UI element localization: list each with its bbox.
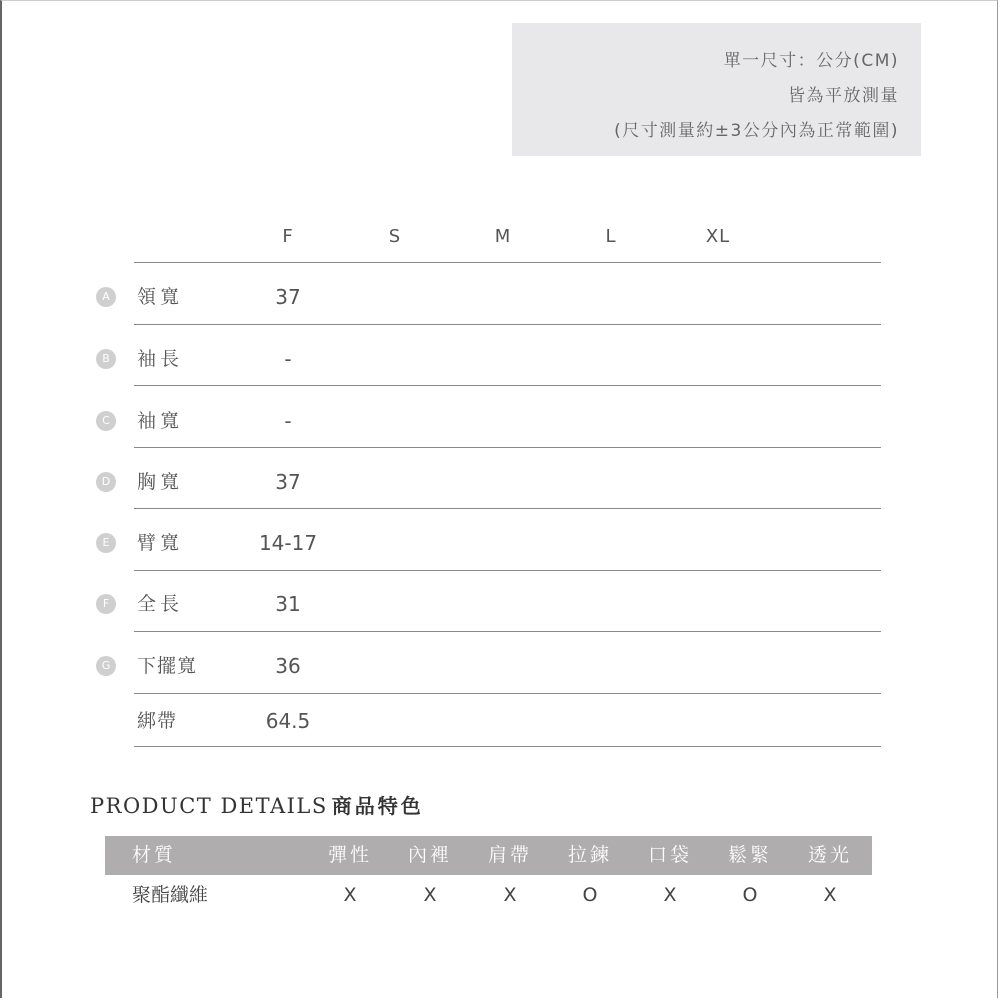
row-label: 袖長 xyxy=(137,348,184,370)
table-rule xyxy=(134,262,881,263)
row-label: 臂寬 xyxy=(137,532,184,554)
table-rule xyxy=(134,631,881,632)
row-value-f: 31 xyxy=(275,592,301,616)
details-heading-zh: 商品特色 xyxy=(331,794,424,818)
table-row xyxy=(0,707,1000,737)
note-line-tolerance: (尺寸測量約±3公分內為正常範圍) xyxy=(614,121,899,141)
details-heading xyxy=(90,790,424,819)
row-label: 下擺寬 xyxy=(137,655,198,677)
row-badge: E xyxy=(96,533,116,553)
feature-header-sheerness: 透光 xyxy=(807,844,852,866)
table-rule xyxy=(134,570,881,571)
row-value-f: - xyxy=(284,409,292,433)
feature-header-zipper: 拉鍊 xyxy=(567,844,612,866)
feature-value-lining: X xyxy=(423,884,437,906)
feature-header-material: 材質 xyxy=(132,844,177,866)
size-col-f: F xyxy=(282,226,294,247)
table-rule xyxy=(134,746,881,747)
size-col-m: M xyxy=(494,226,512,247)
measurement-note xyxy=(512,23,921,156)
row-badge: F xyxy=(96,594,116,614)
table-row xyxy=(0,468,1000,498)
table-row xyxy=(0,407,1000,437)
table-rule xyxy=(134,508,881,509)
note-line-unit: 單一尺寸：公分(CM) xyxy=(723,51,899,71)
row-badge: D xyxy=(96,472,116,492)
table-row xyxy=(0,283,1000,313)
table-rule xyxy=(134,447,881,448)
feature-table-row xyxy=(105,876,872,915)
feature-header-elastic-band: 鬆緊 xyxy=(727,844,772,866)
feature-header-pocket: 口袋 xyxy=(647,844,692,866)
note-line-method: 皆為平放測量 xyxy=(788,86,899,106)
table-rule xyxy=(134,385,881,386)
row-badge: A xyxy=(96,287,116,307)
table-row xyxy=(0,529,1000,559)
size-table-header xyxy=(0,226,1000,254)
feature-value-elasticity: X xyxy=(343,884,357,906)
size-col-l: L xyxy=(605,226,617,247)
feature-table-header xyxy=(105,836,872,875)
row-badge: C xyxy=(96,411,116,431)
row-badge: G xyxy=(96,656,116,676)
table-rule xyxy=(134,324,881,325)
row-value-f: 37 xyxy=(275,470,301,494)
size-col-xl: XL xyxy=(705,226,731,247)
row-value-f: 36 xyxy=(275,654,301,678)
table-row xyxy=(0,345,1000,375)
table-rule xyxy=(134,693,881,694)
feature-value-elastic-band: O xyxy=(742,884,758,906)
feature-value-straps: X xyxy=(503,884,517,906)
table-row xyxy=(0,590,1000,620)
feature-value-pocket: X xyxy=(663,884,677,906)
size-col-s: S xyxy=(388,226,402,247)
row-badge: B xyxy=(96,349,116,369)
row-value-f: 14-17 xyxy=(258,531,318,555)
feature-value-material: 聚酯纖維 xyxy=(132,884,209,906)
row-label: 綁帶 xyxy=(137,710,178,732)
row-value-f: 37 xyxy=(275,285,301,309)
feature-header-elasticity: 彈性 xyxy=(327,844,372,866)
row-label: 袖寬 xyxy=(137,410,184,432)
row-label: 胸寬 xyxy=(137,471,184,493)
feature-header-lining: 內裡 xyxy=(407,844,452,866)
feature-header-straps: 肩帶 xyxy=(487,844,532,866)
table-row xyxy=(0,652,1000,682)
row-value-f: 64.5 xyxy=(265,709,311,733)
feature-value-zipper: O xyxy=(582,884,598,906)
row-label: 全長 xyxy=(137,593,184,615)
details-heading-en: PRODUCT DETAILS xyxy=(90,794,328,818)
row-label: 領寬 xyxy=(137,286,184,308)
feature-value-sheerness: X xyxy=(823,884,837,906)
row-value-f: - xyxy=(284,347,292,371)
